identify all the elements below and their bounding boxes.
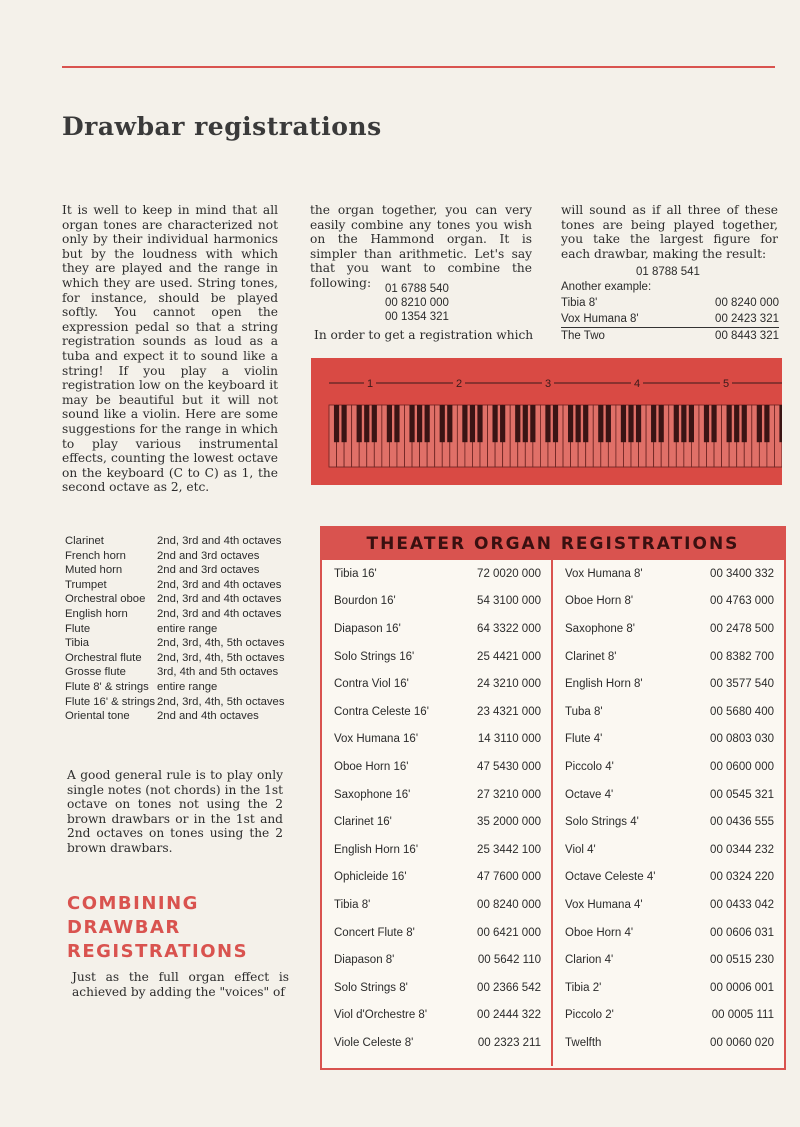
octave-number: 2 (455, 378, 463, 390)
black-key (425, 405, 430, 442)
instrument-range: 3rd, 4th and 5th octaves (157, 666, 279, 679)
registration-name: Oboe Horn 4' (565, 926, 634, 939)
combining-heading-line: DRAWBAR (67, 917, 181, 938)
registration-name: Vox Humana 4' (565, 898, 643, 911)
table-row (334, 698, 541, 726)
table-column-right (553, 560, 784, 1066)
instrument-range: 2nd, 3rd and 4th octaves (157, 593, 282, 606)
general-rule-paragraph: A good general rule is to play only single notes (not chords) in the 1st octave on tones not using the 2 brown drawbars or in the 1st and 2nd octaves on tones using the 2 brown drawbars. (67, 768, 283, 855)
instrument-name: English horn (65, 607, 128, 620)
registration-value: 00 0060 020 (710, 1036, 774, 1049)
registration-value: 00 2478 500 (710, 622, 774, 635)
example-label: Another example: (561, 281, 652, 293)
black-key (357, 405, 362, 442)
registration-value: 00 4763 000 (710, 595, 774, 608)
registration-name: Tibia 16' (334, 567, 377, 580)
table-row (565, 1002, 774, 1030)
registration-name: Oboe Horn 16' (334, 760, 409, 773)
instrument-range: entire range (157, 622, 218, 635)
black-key (681, 405, 686, 442)
top-rule (62, 66, 775, 68)
black-key (636, 405, 641, 442)
result-number: 01 8788 541 (636, 266, 700, 278)
combine-number: 00 1354 321 (385, 311, 449, 323)
instrument-name: Muted horn (65, 564, 123, 577)
instrument-range: 2nd, 3rd, 4th, 5th octaves (157, 695, 285, 708)
registration-value: 00 0005 111 (711, 1009, 774, 1022)
instrument-range: 2nd, 3rd and 4th octaves (157, 535, 282, 547)
table-row (565, 1029, 774, 1057)
instrument-name: Grosse flute (65, 666, 126, 679)
instrument-range: 2nd and 3rd octaves (157, 549, 260, 562)
registration-name: Diapason 8' (334, 954, 395, 967)
black-key (372, 405, 377, 442)
black-key (621, 405, 626, 442)
table-row (565, 919, 774, 947)
instrument-range: 2nd, 3rd, 4th, 5th octaves (157, 637, 285, 650)
registration-name: Viol d'Orchestre 8' (334, 1009, 428, 1022)
combining-heading-line: REGISTRATIONS (67, 941, 249, 962)
black-key (447, 405, 452, 442)
registration-name: Contra Viol 16' (334, 678, 409, 691)
registration-name: Viole Celeste 8' (334, 1036, 414, 1049)
example-row (561, 328, 779, 344)
instrument-range: 2nd and 3rd octaves (157, 564, 260, 577)
black-key (659, 405, 664, 442)
example-value: 00 8240 000 (715, 297, 779, 309)
registration-name: English Horn 8' (565, 678, 643, 691)
instrument-range: entire range (157, 680, 218, 693)
table-row (334, 781, 541, 809)
table-row (334, 753, 541, 781)
black-key (364, 405, 369, 442)
black-key (689, 405, 694, 442)
table-row (334, 726, 541, 754)
table-row (334, 836, 541, 864)
black-key (394, 405, 399, 442)
registration-value: 27 3210 000 (477, 788, 541, 801)
black-key (462, 405, 467, 442)
instrument-name: Orchestral oboe (65, 593, 146, 606)
registration-value: 47 5430 000 (477, 760, 541, 773)
registration-name: Solo Strings 8' (334, 981, 408, 994)
registration-name: Vox Humana 8' (565, 567, 643, 580)
registration-name: Piccolo 4' (565, 760, 614, 773)
table-row (334, 560, 541, 588)
black-key (530, 405, 535, 442)
table-row (565, 560, 774, 588)
table-row (565, 643, 774, 671)
registration-value: 00 6421 000 (477, 926, 541, 939)
table-row (565, 753, 774, 781)
black-key (409, 405, 414, 442)
intro-paragraph: It is well to keep in mind that all organ tones are characterized not only by their individual harmonics but by the loudness with which they are played and the range in which they are used. String tones, for instance, should be played softly. You cannot open the expression pedal so that a string registration sounds as loud as a tuba and expect it to sound like a string! If you play a violin registration low on the keyboard it may be beautiful but it will not sound like a violin. Here are some suggestions for the range in which to play various instrumental effects, counting the lowest octave on the keyboard (C to C) as 1, the second octave as 2, etc. (62, 203, 278, 495)
registration-value: 00 5680 400 (710, 705, 774, 718)
registration-value: 00 0545 321 (710, 788, 774, 801)
instrument-row (65, 636, 285, 651)
registration-value: 00 8240 000 (477, 898, 541, 911)
octave-number: 4 (633, 378, 641, 390)
combine-number: 01 6788 540 (385, 283, 449, 295)
registration-name: Octave Celeste 4' (565, 871, 656, 884)
table-row (565, 808, 774, 836)
registration-value: 47 7600 000 (477, 871, 541, 884)
instrument-row (65, 665, 285, 680)
registration-value: 24 3210 000 (477, 678, 541, 691)
instrument-row (65, 549, 285, 564)
table-row (334, 974, 541, 1002)
table-row (334, 670, 541, 698)
registration-name: Solo Strings 4' (565, 816, 639, 829)
keyboard-illustration (311, 358, 782, 485)
registration-name: Solo Strings 16' (334, 650, 415, 663)
registration-name: Clarinet 16' (334, 816, 392, 829)
instrument-name: Flute 16' & strings (65, 695, 156, 708)
black-key (583, 405, 588, 442)
registration-value: 00 0803 030 (710, 733, 774, 746)
combining-paragraph: Just as the full organ effect is achieved by adding the "voices" of (72, 970, 289, 999)
instrument-name: Trumpet (65, 578, 107, 591)
combining-heading (67, 892, 248, 964)
table-row (334, 615, 541, 643)
table-row (334, 808, 541, 836)
table-row (565, 946, 774, 974)
registration-name: Clarion 4' (565, 954, 614, 967)
table-row (334, 643, 541, 671)
black-key (440, 405, 445, 442)
registration-value: 23 4321 000 (477, 705, 541, 718)
registration-name: English Horn 16' (334, 843, 419, 856)
registration-value: 35 2000 000 (477, 816, 541, 829)
example-name: Tibia 8' (561, 297, 598, 309)
black-key (477, 405, 482, 442)
registration-value: 00 0600 000 (710, 760, 774, 773)
registration-name: Tuba 8' (565, 705, 603, 718)
black-key (651, 405, 656, 442)
example-value: 00 2423 321 (715, 313, 779, 325)
table-row (565, 891, 774, 919)
example-block (561, 281, 779, 344)
registration-value: 00 0344 232 (710, 843, 774, 856)
black-key (742, 405, 747, 442)
instrument-range: 2nd, 3rd and 4th octaves (157, 607, 282, 620)
registration-value: 00 0436 555 (710, 816, 774, 829)
black-key (779, 405, 782, 442)
instrument-range-list (65, 534, 285, 724)
black-key (628, 405, 633, 442)
registration-name: Vox Humana 16' (334, 733, 419, 746)
example-row (561, 295, 779, 311)
black-key (757, 405, 762, 442)
registration-name: Octave 4' (565, 788, 614, 801)
black-key (553, 405, 558, 442)
table-column-left (322, 560, 553, 1066)
registration-value: 00 5642 110 (477, 954, 541, 967)
black-key (515, 405, 520, 442)
instrument-row (65, 607, 285, 622)
theater-registrations-table (320, 526, 786, 1070)
registration-value: 00 0606 031 (710, 926, 774, 939)
table-title: THEATER ORGAN REGISTRATIONS (322, 528, 784, 560)
combine-paragraph: the organ together, you can very easily combine any tones you wish on the Hammond organ. It is simpler than arithmetic. Let's say that you want to combine the following: (310, 203, 532, 290)
registration-name: Concert Flute 8' (334, 926, 415, 939)
registration-value: 64 3322 000 (477, 622, 541, 635)
example-value: 00 8443 321 (715, 330, 779, 342)
instrument-name: Oriental tone (65, 710, 130, 723)
registration-value: 00 0006 001 (710, 981, 774, 994)
black-key (500, 405, 505, 442)
black-key (674, 405, 679, 442)
registration-value: 00 2366 542 (477, 981, 541, 994)
registration-name: Saxophone 8' (565, 622, 635, 635)
table-row (565, 974, 774, 1002)
registration-value: 25 4421 000 (477, 650, 541, 663)
instrument-name: Flute (65, 622, 91, 635)
instrument-name: Tibia (65, 637, 90, 650)
example-row (561, 311, 779, 328)
black-key (568, 405, 573, 442)
octave-number: 3 (544, 378, 552, 390)
instrument-range: 2nd, 3rd and 4th octaves (157, 578, 282, 591)
registration-value: 00 0433 042 (710, 898, 774, 911)
example-name: The Two (561, 330, 605, 342)
table-row (565, 726, 774, 754)
table-row (565, 781, 774, 809)
black-key (342, 405, 347, 442)
registration-name: Twelfth (565, 1036, 602, 1049)
combine-number: 00 8210 000 (385, 297, 449, 309)
instrument-row (65, 622, 285, 637)
table-row (334, 588, 541, 616)
registration-name: Diapason 16' (334, 622, 401, 635)
registration-value: 00 3577 540 (710, 678, 774, 691)
instrument-row (65, 563, 285, 578)
instrument-range: 2nd and 4th octaves (157, 710, 259, 723)
combine-tail: In order to get a registration which (314, 328, 534, 342)
black-key (545, 405, 550, 442)
registration-name: Saxophone 16' (334, 788, 411, 801)
keyboard-svg (311, 358, 782, 485)
table-row (565, 588, 774, 616)
registration-name: Oboe Horn 8' (565, 595, 634, 608)
table-row (334, 1002, 541, 1030)
result-paragraph: will sound as if all three of these tones are being played together, you take the largest figure for each drawbar, making the result: (561, 203, 778, 261)
registration-value: 00 3400 332 (710, 567, 774, 580)
registration-name: Ophicleide 16' (334, 871, 407, 884)
table-row (565, 670, 774, 698)
registration-value: 14 3110 000 (477, 733, 541, 746)
black-key (727, 405, 732, 442)
instrument-name: Clarinet (65, 535, 104, 547)
black-key (711, 405, 716, 442)
table-row (565, 864, 774, 892)
registration-value: 54 3100 000 (477, 595, 541, 608)
registration-value: 00 2444 322 (477, 1009, 541, 1022)
page-title: Drawbar registrations (62, 112, 382, 141)
table-row (565, 615, 774, 643)
registration-value: 72 0020 000 (477, 567, 541, 580)
instrument-row (65, 534, 285, 549)
instrument-row (65, 651, 285, 666)
instrument-row (65, 592, 285, 607)
combine-numbers (385, 282, 449, 324)
black-key (493, 405, 498, 442)
registration-value: 00 0515 230 (710, 954, 774, 967)
instrument-name: French horn (65, 549, 126, 562)
registration-name: Flute 4' (565, 733, 603, 746)
black-key (764, 405, 769, 442)
table-row (334, 1029, 541, 1057)
black-key (387, 405, 392, 442)
registration-value: 00 8382 700 (710, 650, 774, 663)
black-key (734, 405, 739, 442)
black-key (704, 405, 709, 442)
registration-name: Bourdon 16' (334, 595, 396, 608)
registration-value: 25 3442 100 (477, 843, 541, 856)
instrument-name: Flute 8' & strings (65, 680, 149, 693)
black-key (334, 405, 339, 442)
table-row (565, 836, 774, 864)
registration-name: Clarinet 8' (565, 650, 617, 663)
registration-name: Contra Celeste 16' (334, 705, 429, 718)
table-row (334, 864, 541, 892)
registration-name: Tibia 2' (565, 981, 602, 994)
example-name: Vox Humana 8' (561, 313, 639, 325)
black-key (417, 405, 422, 442)
registration-name: Piccolo 2' (565, 1009, 614, 1022)
instrument-range: 2nd, 3rd, 4th, 5th octaves (157, 651, 285, 664)
black-key (598, 405, 603, 442)
instrument-row (65, 695, 285, 710)
black-key (606, 405, 611, 442)
instrument-row (65, 680, 285, 695)
octave-number: 1 (366, 378, 374, 390)
table-row (334, 919, 541, 947)
combining-heading-line: COMBINING (67, 893, 199, 914)
registration-value: 00 0324 220 (710, 871, 774, 884)
black-key (470, 405, 475, 442)
black-key (576, 405, 581, 442)
registration-value: 00 2323 211 (477, 1036, 541, 1049)
octave-number: 5 (722, 378, 730, 390)
registration-name: Tibia 8' (334, 898, 371, 911)
table-row (565, 698, 774, 726)
instrument-name: Orchestral flute (65, 651, 142, 664)
table-row (334, 946, 541, 974)
black-key (523, 405, 528, 442)
instrument-row (65, 709, 285, 724)
registration-name: Viol 4' (565, 843, 596, 856)
instrument-row (65, 578, 285, 593)
table-row (334, 891, 541, 919)
